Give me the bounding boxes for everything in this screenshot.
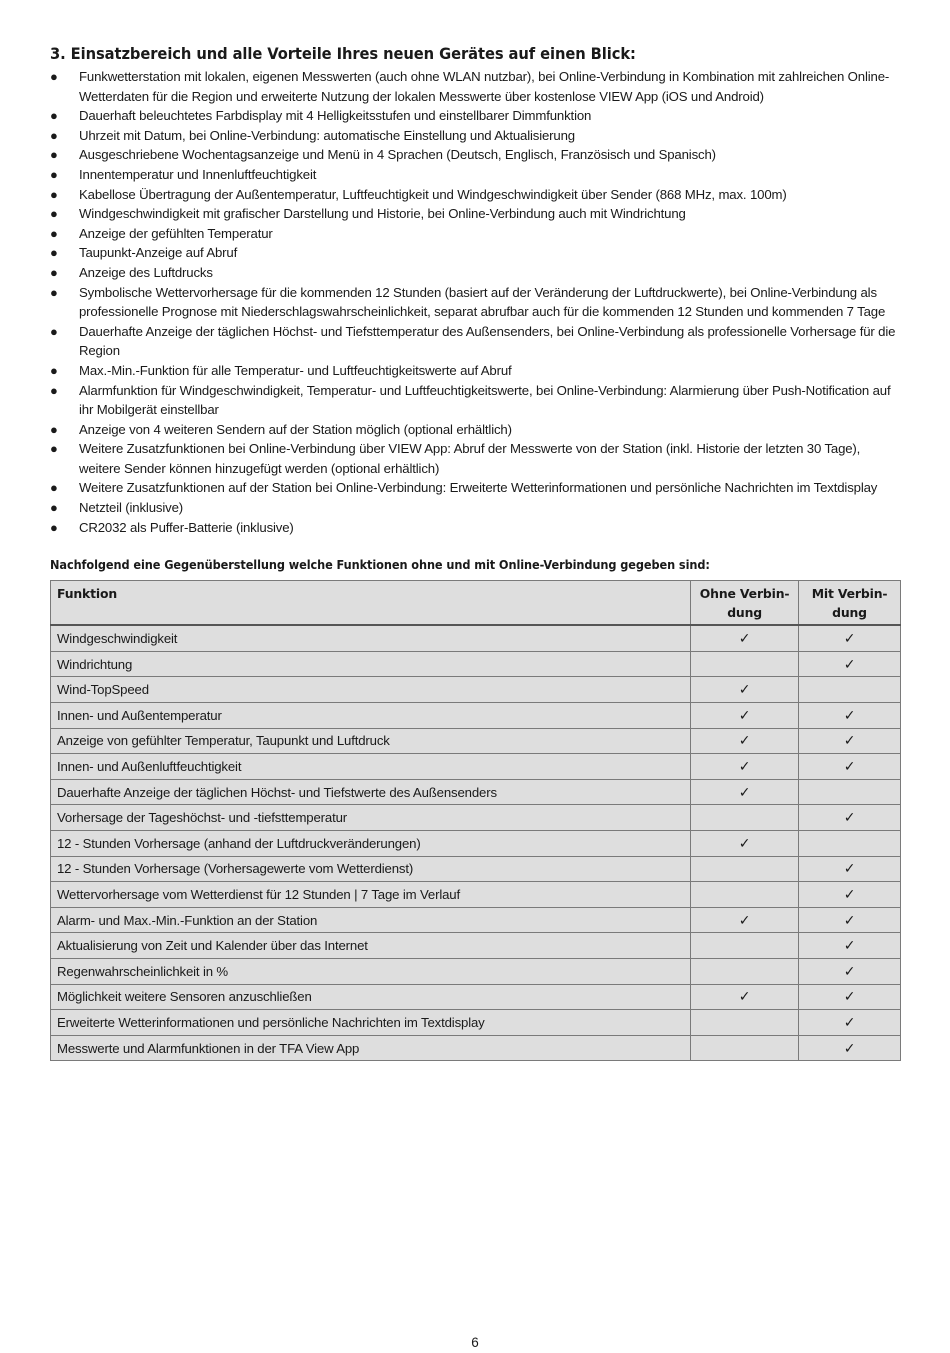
cell-funktion: Messwerte und Alarmfunktionen in der TFA View App <box>51 1035 691 1061</box>
feature-text: Dauerhafte Anzeige der täglichen Höchst- und Tiefsttemperatur des Außensenders, bei Online-Verbindung als professionelle Vorhersage für die Region <box>79 323 896 359</box>
cell-ohne-verbindung <box>691 856 799 882</box>
feature-item <box>50 185 902 205</box>
checkmark-icon: ✓ <box>843 1039 856 1056</box>
cell-mit-verbindung <box>799 907 901 933</box>
feature-item <box>50 518 902 538</box>
bullet-icon: ● <box>50 245 58 261</box>
feature-item <box>50 204 902 224</box>
cell-funktion: 12 - Stunden Vorhersage (anhand der Luftdruckveränderungen) <box>51 831 691 857</box>
bullet-icon: ● <box>50 69 58 84</box>
cell-mit-verbindung <box>799 1035 901 1061</box>
checkmark-icon: ✓ <box>843 655 856 672</box>
section-heading: 3. Einsatzbereich und alle Vorteile Ihres neuen Gerätes auf einen Blick: <box>50 44 636 63</box>
checkmark-icon: ✓ <box>738 681 751 698</box>
cell-mit-verbindung <box>799 831 901 857</box>
feature-text: Max.-Min.-Funktion für alle Temperatur- und Luftfeuchtigkeitswerte auf Abruf <box>79 362 512 378</box>
cell-mit-verbindung <box>799 677 901 703</box>
cell-mit-verbindung <box>799 805 901 831</box>
table-row <box>51 831 901 857</box>
cell-ohne-verbindung <box>691 703 799 729</box>
table-row <box>51 1035 901 1061</box>
bullet-icon: ● <box>50 284 58 300</box>
checkmark-icon: ✓ <box>843 706 856 723</box>
cell-funktion: Windrichtung <box>51 651 691 677</box>
cell-mit-verbindung <box>799 625 901 651</box>
cell-mit-verbindung <box>799 1010 901 1036</box>
header-mit-verbindung: Mit Verbin- dung <box>799 581 901 626</box>
header-funktion: Funktion <box>51 581 691 626</box>
page-number: 6 <box>471 1335 479 1350</box>
bullet-icon: ● <box>50 500 58 516</box>
cell-ohne-verbindung <box>691 805 799 831</box>
feature-text: Windgeschwindigkeit mit grafischer Darstellung und Historie, bei Online-Verbindung auch mit Windrichtung <box>79 206 686 222</box>
header-ohne-verbindung: Ohne Verbin- dung <box>691 581 799 626</box>
cell-mit-verbindung <box>799 882 901 908</box>
bullet-icon: ● <box>50 264 58 280</box>
cell-funktion: Erweiterte Wetterinformationen und persönliche Nachrichten im Textdisplay <box>51 1010 691 1036</box>
table-row <box>51 958 901 984</box>
table-body <box>51 625 901 1061</box>
feature-text: Dauerhaft beleuchtetes Farbdisplay mit 4 Helligkeitsstufen und einstellbarer Dimmfunktion <box>79 108 592 124</box>
checkmark-icon: ✓ <box>843 809 856 826</box>
table-row <box>51 651 901 677</box>
checkmark-icon: ✓ <box>738 911 751 928</box>
bullet-icon: ● <box>50 108 58 124</box>
cell-mit-verbindung <box>799 933 901 959</box>
bullet-icon: ● <box>50 147 58 163</box>
feature-item <box>50 283 902 322</box>
document-page <box>50 44 902 1061</box>
feature-text: Anzeige des Luftdrucks <box>79 264 213 280</box>
feature-item <box>50 165 902 185</box>
cell-ohne-verbindung <box>691 779 799 805</box>
table-title: Nachfolgend eine Gegenüberstellung welche Funktionen ohne und mit Online-Verbindung gegeben sind: <box>50 557 710 573</box>
table-row <box>51 728 901 754</box>
cell-funktion: Windgeschwindigkeit <box>51 625 691 651</box>
cell-funktion: Dauerhafte Anzeige der täglichen Höchst- und Tiefstwerte des Außensenders <box>51 779 691 805</box>
cell-funktion: Möglichkeit weitere Sensoren anzuschließen <box>51 984 691 1010</box>
checkmark-icon: ✓ <box>738 732 751 749</box>
checkmark-icon: ✓ <box>738 783 751 800</box>
checkmark-icon: ✓ <box>843 885 856 902</box>
cell-mit-verbindung <box>799 754 901 780</box>
bullet-icon: ● <box>50 519 58 535</box>
checkmark-icon: ✓ <box>843 732 856 749</box>
feature-text: Weitere Zusatzfunktionen bei Online-Verbindung über VIEW App: Abruf der Messwerte von der Station (inkl. Historie der letzten 30 Tage), weitere Sender können hinzugefügt werden (optional erhältlich) <box>79 441 861 476</box>
feature-item <box>50 439 902 478</box>
cell-funktion: Wind-TopSpeed <box>51 677 691 703</box>
checkmark-icon: ✓ <box>843 911 856 928</box>
cell-ohne-verbindung <box>691 651 799 677</box>
feature-item <box>50 478 902 498</box>
feature-text: CR2032 als Puffer-Batterie (inklusive) <box>79 519 294 535</box>
feature-item <box>50 420 902 440</box>
table-row <box>51 805 901 831</box>
cell-ohne-verbindung <box>691 958 799 984</box>
table-row <box>51 779 901 805</box>
cell-ohne-verbindung <box>691 728 799 754</box>
checkmark-icon: ✓ <box>843 937 856 954</box>
checkmark-icon: ✓ <box>738 706 751 723</box>
checkmark-icon: ✓ <box>738 630 751 647</box>
feature-item <box>50 145 902 165</box>
table-row <box>51 625 901 651</box>
bullet-icon: ● <box>50 225 58 241</box>
cell-funktion: Alarm- und Max.-Min.-Funktion an der Station <box>51 907 691 933</box>
bullet-icon: ● <box>50 323 58 339</box>
table-row <box>51 1010 901 1036</box>
cell-mit-verbindung <box>799 958 901 984</box>
cell-funktion: Wettervorhersage vom Wetterdienst für 12 Stunden | 7 Tage im Verlauf <box>51 882 691 908</box>
checkmark-icon: ✓ <box>843 860 856 877</box>
feature-text: Weitere Zusatzfunktionen auf der Station bei Online-Verbindung: Erweiterte Wetterinformationen und persönliche Nachrichten im Textdisplay <box>79 480 878 496</box>
checkmark-icon: ✓ <box>738 988 751 1005</box>
bullet-icon: ● <box>50 480 58 496</box>
cell-funktion: 12 - Stunden Vorhersage (Vorhersagewerte vom Wetterdienst) <box>51 856 691 882</box>
bullet-icon: ● <box>50 362 58 378</box>
checkmark-icon: ✓ <box>843 988 856 1005</box>
cell-ohne-verbindung <box>691 831 799 857</box>
feature-item <box>50 224 902 244</box>
feature-text: Anzeige von 4 weiteren Sendern auf der Station möglich (optional erhältlich) <box>79 421 512 437</box>
cell-mit-verbindung <box>799 728 901 754</box>
cell-mit-verbindung <box>799 779 901 805</box>
bullet-icon: ● <box>50 206 58 222</box>
feature-item <box>50 67 902 106</box>
table-row <box>51 677 901 703</box>
checkmark-icon: ✓ <box>843 630 856 647</box>
feature-text: Anzeige der gefühlten Temperatur <box>79 225 273 241</box>
feature-text: Ausgeschriebene Wochentagsanzeige und Menü in 4 Sprachen (Deutsch, Englisch, Französisch und Spanisch) <box>79 147 716 163</box>
table-row <box>51 703 901 729</box>
feature-text: Alarmfunktion für Windgeschwindigkeit, Temperatur- und Luftfeuchtigkeitswerte, bei Online-Verbindung: Alarmierung über Push-Notification auf ihr Mobilgerät einstellbar <box>79 382 891 418</box>
bullet-icon: ● <box>50 166 58 182</box>
table-row <box>51 984 901 1010</box>
cell-funktion: Innen- und Außentemperatur <box>51 703 691 729</box>
cell-ohne-verbindung <box>691 1035 799 1061</box>
cell-mit-verbindung <box>799 856 901 882</box>
cell-funktion: Aktualisierung von Zeit und Kalender über das Internet <box>51 933 691 959</box>
table-row <box>51 933 901 959</box>
table-row <box>51 856 901 882</box>
cell-funktion: Anzeige von gefühlter Temperatur, Taupunkt und Luftdruck <box>51 728 691 754</box>
comparison-table <box>50 580 901 1061</box>
feature-item <box>50 381 902 420</box>
checkmark-icon: ✓ <box>843 962 856 979</box>
checkmark-icon: ✓ <box>843 1013 856 1030</box>
bullet-icon: ● <box>50 382 58 398</box>
feature-item <box>50 243 902 263</box>
feature-text: Netzteil (inklusive) <box>79 500 183 516</box>
feature-item <box>50 498 902 518</box>
table-row <box>51 754 901 780</box>
cell-funktion: Innen- und Außenluftfeuchtigkeit <box>51 754 691 780</box>
cell-funktion: Vorhersage der Tageshöchst- und -tiefsttemperatur <box>51 805 691 831</box>
cell-ohne-verbindung <box>691 677 799 703</box>
table-row <box>51 907 901 933</box>
feature-text: Taupunkt-Anzeige auf Abruf <box>79 245 238 261</box>
cell-mit-verbindung <box>799 651 901 677</box>
table-header-row <box>51 581 901 626</box>
cell-ohne-verbindung <box>691 882 799 908</box>
bullet-icon: ● <box>50 421 58 437</box>
feature-text: Funkwetterstation mit lokalen, eigenen Messwerten (auch ohne WLAN nutzbar), bei Online-Verbindung in Kombination mit zahlreichen Online-Wetterdaten für die Region und erweiterte Nutzung der lokalen Messwerte über kostenlose VIEW App (iOS und Android) <box>79 69 890 104</box>
feature-text: Uhrzeit mit Datum, bei Online-Verbindung: automatische Einstellung und Aktualisierung <box>79 127 575 143</box>
feature-item <box>50 322 902 361</box>
cell-ohne-verbindung <box>691 754 799 780</box>
cell-ohne-verbindung <box>691 1010 799 1036</box>
checkmark-icon: ✓ <box>738 834 751 851</box>
bullet-icon: ● <box>50 186 58 202</box>
feature-text: Kabellose Übertragung der Außentemperatur, Luftfeuchtigkeit und Windgeschwindigkeit über Sender (868 MHz, max. 100m) <box>79 186 787 202</box>
cell-ohne-verbindung <box>691 907 799 933</box>
cell-ohne-verbindung <box>691 933 799 959</box>
bullet-icon: ● <box>50 441 58 457</box>
checkmark-icon: ✓ <box>843 758 856 775</box>
feature-list <box>50 67 902 537</box>
checkmark-icon: ✓ <box>738 758 751 775</box>
cell-mit-verbindung <box>799 703 901 729</box>
table-row <box>51 882 901 908</box>
feature-item <box>50 106 902 126</box>
feature-item <box>50 263 902 283</box>
feature-text: Innentemperatur und Innenluftfeuchtigkeit <box>79 166 317 182</box>
cell-mit-verbindung <box>799 984 901 1010</box>
cell-funktion: Regenwahrscheinlichkeit in % <box>51 958 691 984</box>
cell-ohne-verbindung <box>691 625 799 651</box>
feature-item <box>50 361 902 381</box>
feature-item <box>50 126 902 146</box>
feature-text: Symbolische Wettervorhersage für die kommenden 12 Stunden (basiert auf der Veränderung der Luftdruckwerte), bei Online-Verbindung als professionelle Prognose mit Niederschlagswahrscheinlichkeit, separat abrufbar auch für die kommenden 12 Stunden und kommenden 7 Tage <box>79 284 886 320</box>
cell-ohne-verbindung <box>691 984 799 1010</box>
bullet-icon: ● <box>50 127 58 143</box>
